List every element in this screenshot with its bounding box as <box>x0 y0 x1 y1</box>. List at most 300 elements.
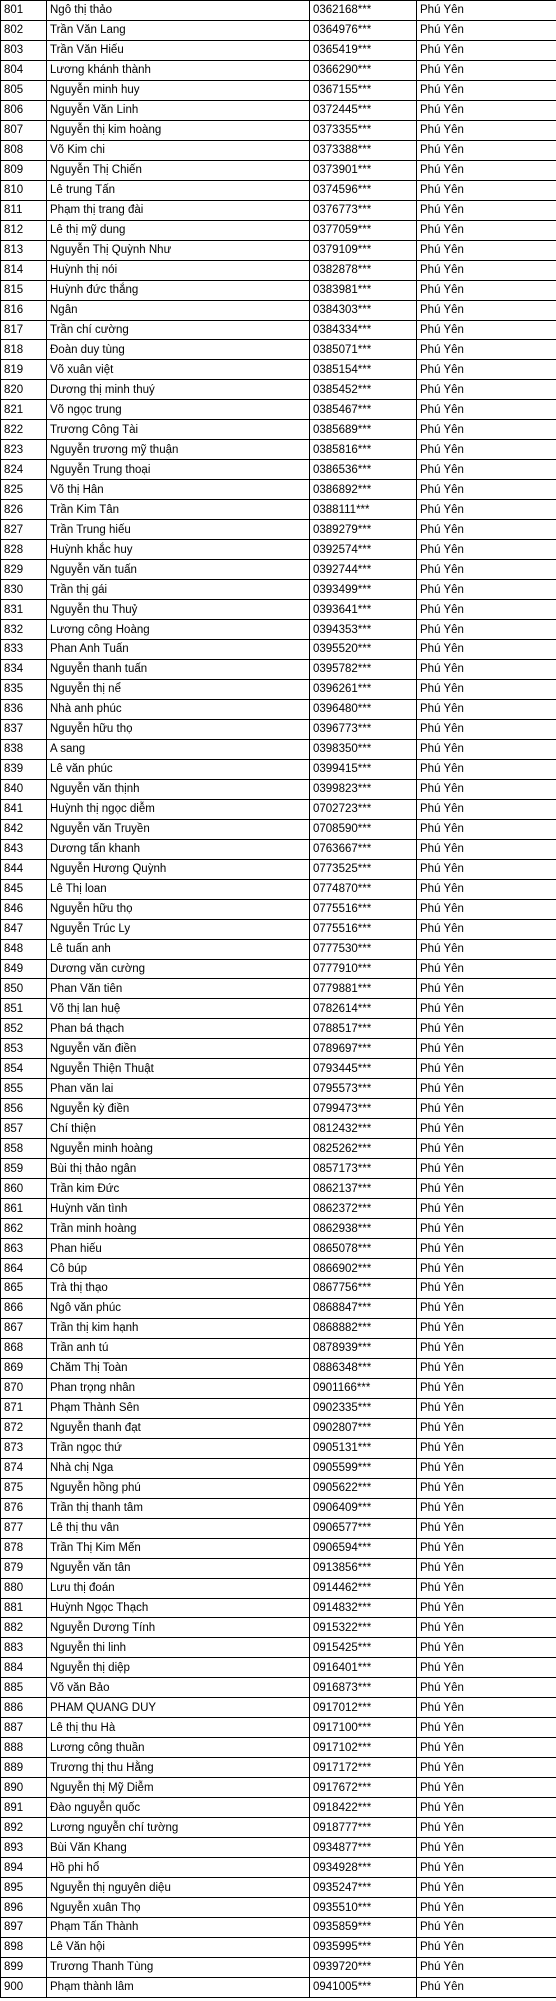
row-number-cell: 881 <box>1 1598 47 1618</box>
row-number-cell: 859 <box>1 1159 47 1179</box>
table-row <box>1 640 556 660</box>
phone-cell: 0362168*** <box>310 1 417 21</box>
province-cell: Phú Yên <box>417 500 556 520</box>
province-cell: Phú Yên <box>417 1558 556 1578</box>
province-cell: Phú Yên <box>417 739 556 759</box>
row-number-cell: 819 <box>1 360 47 380</box>
row-number-cell: 894 <box>1 1858 47 1878</box>
table-row <box>1 699 556 719</box>
row-number-cell: 847 <box>1 919 47 939</box>
phone-cell: 0917100*** <box>310 1718 417 1738</box>
row-number-cell: 857 <box>1 1119 47 1139</box>
row-number-cell: 846 <box>1 899 47 919</box>
phone-cell: 0396480*** <box>310 699 417 719</box>
province-cell: Phú Yên <box>417 1758 556 1778</box>
table-row <box>1 839 556 859</box>
table-row <box>1 160 556 180</box>
row-number-cell: 809 <box>1 160 47 180</box>
table-row <box>1 1239 556 1259</box>
row-number-cell: 895 <box>1 1878 47 1898</box>
table-row <box>1 120 556 140</box>
name-cell: Phạm Tấn Thành <box>47 1918 310 1938</box>
province-cell: Phú Yên <box>417 1239 556 1259</box>
province-cell: Phú Yên <box>417 1019 556 1039</box>
row-number-cell: 848 <box>1 939 47 959</box>
province-cell: Phú Yên <box>417 1898 556 1918</box>
phone-cell: 0702723*** <box>310 799 417 819</box>
phone-cell: 0825262*** <box>310 1139 417 1159</box>
table-row <box>1 1398 556 1418</box>
province-cell: Phú Yên <box>417 1957 556 1977</box>
name-cell: Nguyễn thị diệp <box>47 1658 310 1678</box>
table-row <box>1 879 556 899</box>
name-cell: Nhà anh phúc <box>47 699 310 719</box>
row-number-cell: 839 <box>1 759 47 779</box>
name-cell: Ngô thị thảo <box>47 1 310 21</box>
phone-cell: 0367155*** <box>310 80 417 100</box>
row-number-cell: 896 <box>1 1898 47 1918</box>
province-cell: Phú Yên <box>417 659 556 679</box>
name-cell: Bùi Văn Khang <box>47 1838 310 1858</box>
phone-cell: 0364976*** <box>310 20 417 40</box>
province-cell: Phú Yên <box>417 300 556 320</box>
phone-cell: 0935247*** <box>310 1878 417 1898</box>
name-cell: Bùi thị thảo ngân <box>47 1159 310 1179</box>
name-cell: Phan hiếu <box>47 1239 310 1259</box>
row-number-cell: 877 <box>1 1518 47 1538</box>
row-number-cell: 849 <box>1 959 47 979</box>
table-row <box>1 1338 556 1358</box>
table-row <box>1 60 556 80</box>
name-cell: Huỳnh văn tình <box>47 1199 310 1219</box>
row-number-cell: 873 <box>1 1438 47 1458</box>
phone-cell: 0373388*** <box>310 140 417 160</box>
name-cell: Nhà chị Nga <box>47 1458 310 1478</box>
row-number-cell: 855 <box>1 1079 47 1099</box>
phone-cell: 0867756*** <box>310 1279 417 1299</box>
province-cell: Phú Yên <box>417 759 556 779</box>
name-cell: Trần Thị Kim Mến <box>47 1538 310 1558</box>
phone-cell: 0385071*** <box>310 340 417 360</box>
phone-cell: 0916873*** <box>310 1678 417 1698</box>
name-cell: Võ ngọc trung <box>47 400 310 420</box>
name-cell: Lê Văn hội <box>47 1937 310 1957</box>
province-cell: Phú Yên <box>417 40 556 60</box>
phone-cell: 0393499*** <box>310 580 417 600</box>
name-cell: Lê tuấn anh <box>47 939 310 959</box>
row-number-cell: 818 <box>1 340 47 360</box>
row-number-cell: 812 <box>1 220 47 240</box>
province-cell: Phú Yên <box>417 719 556 739</box>
table-row <box>1 1898 556 1918</box>
province-cell: Phú Yên <box>417 240 556 260</box>
phone-cell: 0376773*** <box>310 200 417 220</box>
name-cell: Trần thị thanh tâm <box>47 1498 310 1518</box>
province-cell: Phú Yên <box>417 799 556 819</box>
row-number-cell: 862 <box>1 1219 47 1239</box>
phone-cell: 0377059*** <box>310 220 417 240</box>
table-row <box>1 1279 556 1299</box>
phone-cell: 0385452*** <box>310 380 417 400</box>
name-cell: Nguyễn hữu thọ <box>47 719 310 739</box>
row-number-cell: 898 <box>1 1937 47 1957</box>
table-row <box>1 400 556 420</box>
phone-cell: 0917102*** <box>310 1738 417 1758</box>
table-row <box>1 180 556 200</box>
table-row <box>1 580 556 600</box>
table-row <box>1 300 556 320</box>
name-cell: Trần Văn Lang <box>47 20 310 40</box>
phone-cell: 0935859*** <box>310 1918 417 1938</box>
province-cell: Phú Yên <box>417 1638 556 1658</box>
province-cell: Phú Yên <box>417 560 556 580</box>
phone-cell: 0868882*** <box>310 1318 417 1338</box>
row-number-cell: 814 <box>1 260 47 280</box>
province-cell: Phú Yên <box>417 220 556 240</box>
name-cell: Nguyễn Dương Tính <box>47 1618 310 1638</box>
province-cell: Phú Yên <box>417 620 556 640</box>
phone-cell: 0382878*** <box>310 260 417 280</box>
table-row <box>1 859 556 879</box>
phone-cell: 0886348*** <box>310 1358 417 1378</box>
province-cell: Phú Yên <box>417 1159 556 1179</box>
table-row <box>1 1119 556 1139</box>
name-cell: Nguyễn thanh tuấn <box>47 659 310 679</box>
table-row <box>1 959 556 979</box>
phone-cell: 0386536*** <box>310 460 417 480</box>
province-cell: Phú Yên <box>417 120 556 140</box>
phone-cell: 0914462*** <box>310 1578 417 1598</box>
province-cell: Phú Yên <box>417 1279 556 1299</box>
row-number-cell: 841 <box>1 799 47 819</box>
name-cell: Nguyễn xuân Thọ <box>47 1898 310 1918</box>
table-row <box>1 200 556 220</box>
table-row <box>1 919 556 939</box>
province-cell: Phú Yên <box>417 480 556 500</box>
table-row <box>1 1518 556 1538</box>
row-number-cell: 825 <box>1 480 47 500</box>
name-cell: Chăm Thị Toàn <box>47 1358 310 1378</box>
row-number-cell: 876 <box>1 1498 47 1518</box>
province-cell: Phú Yên <box>417 1059 556 1079</box>
phone-cell: 0774870*** <box>310 879 417 899</box>
name-cell: Trần minh hoàng <box>47 1219 310 1239</box>
table-row <box>1 80 556 100</box>
name-cell: A sang <box>47 739 310 759</box>
row-number-cell: 850 <box>1 979 47 999</box>
province-cell: Phú Yên <box>417 1478 556 1498</box>
row-number-cell: 821 <box>1 400 47 420</box>
province-cell: Phú Yên <box>417 1099 556 1119</box>
phone-cell: 0394353*** <box>310 620 417 640</box>
name-cell: Võ thị Hân <box>47 480 310 500</box>
row-number-cell: 865 <box>1 1279 47 1299</box>
table-row <box>1 1219 556 1239</box>
table-row <box>1 1538 556 1558</box>
phone-cell: 0906594*** <box>310 1538 417 1558</box>
name-cell: Lê thị thu Hà <box>47 1718 310 1738</box>
row-number-cell: 889 <box>1 1758 47 1778</box>
phone-cell: 0777530*** <box>310 939 417 959</box>
name-cell: PHAM QUANG DUY <box>47 1698 310 1718</box>
table-row <box>1 1678 556 1698</box>
phone-cell: 0905599*** <box>310 1458 417 1478</box>
row-number-cell: 830 <box>1 580 47 600</box>
name-cell: Nguyễn minh hoàng <box>47 1139 310 1159</box>
name-cell: Nguyễn minh huy <box>47 80 310 100</box>
name-cell: Lê thị thu vân <box>47 1518 310 1538</box>
phone-cell: 0905131*** <box>310 1438 417 1458</box>
name-cell: Lê Thị loan <box>47 879 310 899</box>
phone-cell: 0775516*** <box>310 919 417 939</box>
phone-cell: 0788517*** <box>310 1019 417 1039</box>
name-cell: Phạm thị trang đài <box>47 200 310 220</box>
table-row <box>1 1478 556 1498</box>
phone-cell: 0372445*** <box>310 100 417 120</box>
name-cell: Lưu thị đoán <box>47 1578 310 1598</box>
table-row <box>1 1318 556 1338</box>
table-row <box>1 1059 556 1079</box>
name-cell: Dương tấn khanh <box>47 839 310 859</box>
phone-cell: 0878939*** <box>310 1338 417 1358</box>
table-row <box>1 620 556 640</box>
province-cell: Phú Yên <box>417 200 556 220</box>
row-number-cell: 807 <box>1 120 47 140</box>
row-number-cell: 829 <box>1 560 47 580</box>
phone-cell: 0773525*** <box>310 859 417 879</box>
name-cell: Dương thị minh thuý <box>47 380 310 400</box>
table-row <box>1 1578 556 1598</box>
table-row <box>1 659 556 679</box>
province-cell: Phú Yên <box>417 1658 556 1678</box>
province-cell: Phú Yên <box>417 460 556 480</box>
phone-cell: 0935510*** <box>310 1898 417 1918</box>
province-cell: Phú Yên <box>417 1338 556 1358</box>
phone-cell: 0392744*** <box>310 560 417 580</box>
row-number-cell: 863 <box>1 1239 47 1259</box>
row-number-cell: 823 <box>1 440 47 460</box>
table-row <box>1 240 556 260</box>
province-cell: Phú Yên <box>417 1298 556 1318</box>
province-cell: Phú Yên <box>417 899 556 919</box>
row-number-cell: 840 <box>1 779 47 799</box>
name-cell: Đào nguyễn quốc <box>47 1798 310 1818</box>
table-row <box>1 280 556 300</box>
row-number-cell: 820 <box>1 380 47 400</box>
row-number-cell: 882 <box>1 1618 47 1638</box>
table-row <box>1 779 556 799</box>
name-cell: Trần kim Đức <box>47 1179 310 1199</box>
phone-cell: 0857173*** <box>310 1159 417 1179</box>
phone-cell: 0916401*** <box>310 1658 417 1678</box>
phone-cell: 0901166*** <box>310 1378 417 1398</box>
table-row <box>1 1 556 21</box>
name-cell: Nguyễn thanh đạt <box>47 1418 310 1438</box>
province-cell: Phú Yên <box>417 180 556 200</box>
table-row <box>1 1019 556 1039</box>
phone-cell: 0918777*** <box>310 1818 417 1838</box>
row-number-cell: 834 <box>1 659 47 679</box>
province-cell: Phú Yên <box>417 60 556 80</box>
province-cell: Phú Yên <box>417 1838 556 1858</box>
province-cell: Phú Yên <box>417 1179 556 1199</box>
table-row <box>1 1298 556 1318</box>
name-cell: Cô búp <box>47 1259 310 1279</box>
name-cell: Trà thị thạo <box>47 1279 310 1299</box>
name-cell: Trương Thanh Tùng <box>47 1957 310 1977</box>
province-cell: Phú Yên <box>417 959 556 979</box>
table-row <box>1 1199 556 1219</box>
row-number-cell: 870 <box>1 1378 47 1398</box>
province-cell: Phú Yên <box>417 1418 556 1438</box>
province-cell: Phú Yên <box>417 340 556 360</box>
row-number-cell: 893 <box>1 1838 47 1858</box>
name-cell: Lương công Hoàng <box>47 620 310 640</box>
row-number-cell: 831 <box>1 600 47 620</box>
name-cell: Lê thị mỹ dung <box>47 220 310 240</box>
name-cell: Trần Trung hiếu <box>47 520 310 540</box>
province-cell: Phú Yên <box>417 819 556 839</box>
table-row <box>1 260 556 280</box>
table-row <box>1 899 556 919</box>
name-cell: Huỳnh thị nói <box>47 260 310 280</box>
table-row <box>1 1937 556 1957</box>
row-number-cell: 801 <box>1 1 47 21</box>
phone-cell: 0906577*** <box>310 1518 417 1538</box>
row-number-cell: 866 <box>1 1298 47 1318</box>
province-cell: Phú Yên <box>417 380 556 400</box>
name-cell: Nguyễn Trung thoại <box>47 460 310 480</box>
province-cell: Phú Yên <box>417 1918 556 1938</box>
name-cell: Hồ phi hổ <box>47 1858 310 1878</box>
province-cell: Phú Yên <box>417 1318 556 1338</box>
phone-cell: 0365419*** <box>310 40 417 60</box>
name-cell: Nguyễn Trúc Ly <box>47 919 310 939</box>
province-cell: Phú Yên <box>417 1858 556 1878</box>
province-cell: Phú Yên <box>417 679 556 699</box>
name-cell: Nguyễn Hương Quỳnh <box>47 859 310 879</box>
province-cell: Phú Yên <box>417 1139 556 1159</box>
table-row <box>1 1179 556 1199</box>
name-cell: Nguyễn thị kim hoàng <box>47 120 310 140</box>
province-cell: Phú Yên <box>417 140 556 160</box>
province-cell: Phú Yên <box>417 360 556 380</box>
name-cell: Ngân <box>47 300 310 320</box>
table-row <box>1 679 556 699</box>
province-cell: Phú Yên <box>417 779 556 799</box>
province-cell: Phú Yên <box>417 1977 556 1997</box>
phone-cell: 0763667*** <box>310 839 417 859</box>
table-row <box>1 1758 556 1778</box>
row-number-cell: 868 <box>1 1338 47 1358</box>
row-number-cell: 874 <box>1 1458 47 1478</box>
phone-cell: 0389279*** <box>310 520 417 540</box>
name-cell: Nguyễn Văn Linh <box>47 100 310 120</box>
phone-cell: 0393641*** <box>310 600 417 620</box>
province-cell: Phú Yên <box>417 20 556 40</box>
table-row <box>1 819 556 839</box>
table-row <box>1 1558 556 1578</box>
phone-cell: 0775516*** <box>310 899 417 919</box>
name-cell: Nguyễn thị nể <box>47 679 310 699</box>
phone-cell: 0396261*** <box>310 679 417 699</box>
phone-cell: 0385816*** <box>310 440 417 460</box>
table-row <box>1 1418 556 1438</box>
table-row <box>1 1259 556 1279</box>
table-row <box>1 1598 556 1618</box>
row-number-cell: 892 <box>1 1818 47 1838</box>
province-cell: Phú Yên <box>417 1598 556 1618</box>
name-cell: Nguyễn trương mỹ thuận <box>47 440 310 460</box>
province-cell: Phú Yên <box>417 520 556 540</box>
table-row <box>1 340 556 360</box>
table-row <box>1 1099 556 1119</box>
phone-cell: 0917172*** <box>310 1758 417 1778</box>
phone-cell: 0917672*** <box>310 1778 417 1798</box>
province-cell: Phú Yên <box>417 260 556 280</box>
table-row <box>1 1957 556 1977</box>
province-cell: Phú Yên <box>417 1698 556 1718</box>
phone-cell: 0913856*** <box>310 1558 417 1578</box>
phone-cell: 0917012*** <box>310 1698 417 1718</box>
name-cell: Trần anh tú <box>47 1338 310 1358</box>
province-cell: Phú Yên <box>417 1398 556 1418</box>
name-cell: Trần thị kim hạnh <box>47 1318 310 1338</box>
row-number-cell: 808 <box>1 140 47 160</box>
row-number-cell: 826 <box>1 500 47 520</box>
province-cell: Phú Yên <box>417 1199 556 1219</box>
table-row <box>1 140 556 160</box>
row-number-cell: 817 <box>1 320 47 340</box>
row-number-cell: 887 <box>1 1718 47 1738</box>
name-cell: Huỳnh thị ngọc diễm <box>47 799 310 819</box>
table-row <box>1 1139 556 1159</box>
name-cell: Võ Kim chi <box>47 140 310 160</box>
name-cell: Nguyễn hồng phú <box>47 1478 310 1498</box>
row-number-cell: 861 <box>1 1199 47 1219</box>
phone-cell: 0384334*** <box>310 320 417 340</box>
phone-cell: 0934928*** <box>310 1858 417 1878</box>
row-number-cell: 803 <box>1 40 47 60</box>
phone-cell: 0902807*** <box>310 1418 417 1438</box>
name-cell: Nguyễn thu Thuỷ <box>47 600 310 620</box>
phone-cell: 0388111*** <box>310 500 417 520</box>
province-cell: Phú Yên <box>417 1378 556 1398</box>
province-cell: Phú Yên <box>417 1778 556 1798</box>
table-row <box>1 220 556 240</box>
province-cell: Phú Yên <box>417 100 556 120</box>
phone-cell: 0395520*** <box>310 640 417 660</box>
row-number-cell: 880 <box>1 1578 47 1598</box>
table-row <box>1 1039 556 1059</box>
province-cell: Phú Yên <box>417 540 556 560</box>
province-cell: Phú Yên <box>417 1618 556 1638</box>
row-number-cell: 884 <box>1 1658 47 1678</box>
name-cell: Nguyễn Thị Quỳnh Như <box>47 240 310 260</box>
table-row <box>1 1698 556 1718</box>
name-cell: Trần chí cường <box>47 320 310 340</box>
phone-cell: 0395782*** <box>310 659 417 679</box>
table-row <box>1 500 556 520</box>
row-number-cell: 810 <box>1 180 47 200</box>
province-cell: Phú Yên <box>417 1079 556 1099</box>
table-row <box>1 1658 556 1678</box>
table-row <box>1 380 556 400</box>
phone-cell: 0906409*** <box>310 1498 417 1518</box>
row-number-cell: 875 <box>1 1478 47 1498</box>
province-cell: Phú Yên <box>417 1259 556 1279</box>
province-cell: Phú Yên <box>417 999 556 1019</box>
